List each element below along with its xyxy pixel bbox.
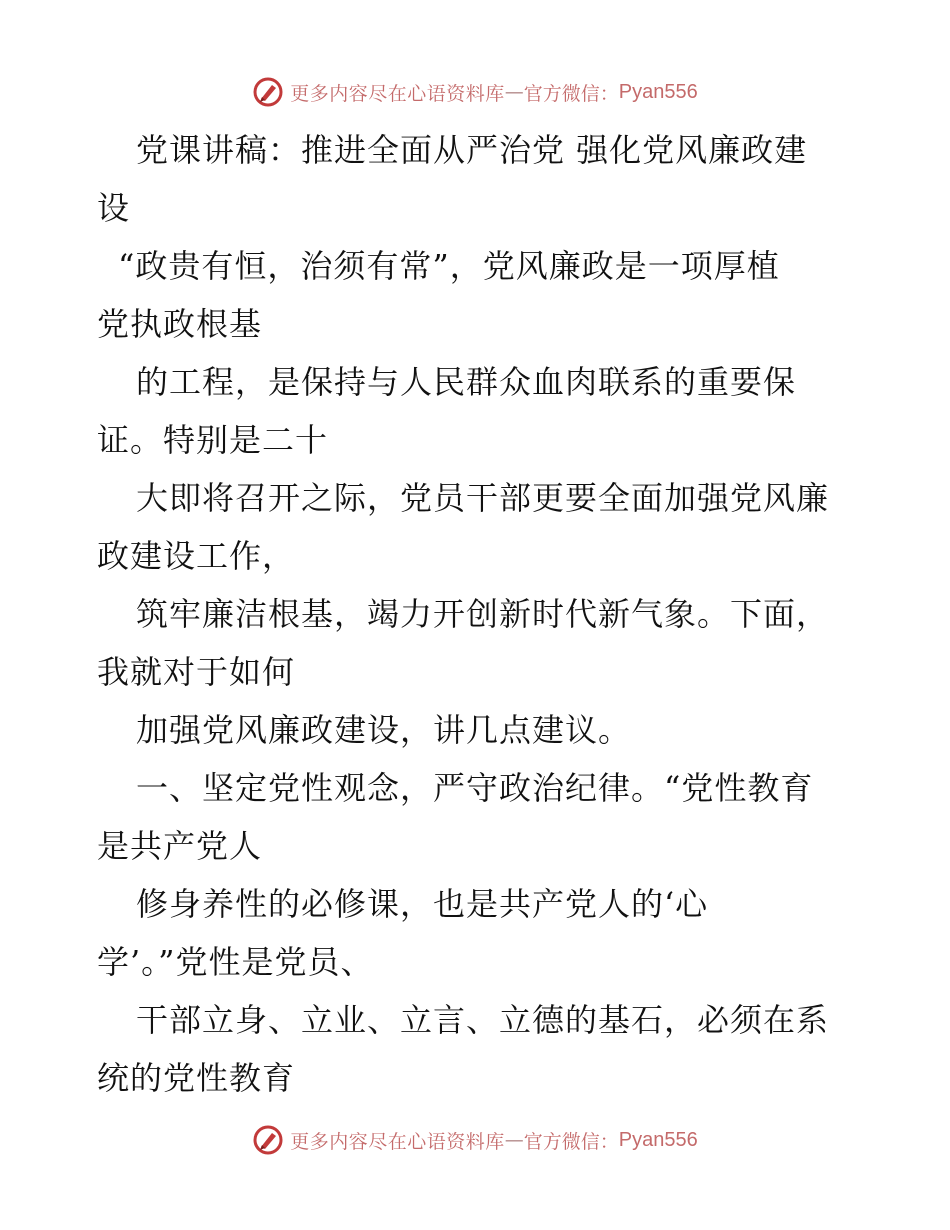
footer-watermark xyxy=(0,1120,950,1160)
doc-line: “政贵有恒，治须有常”，党风廉政是一项厚植 xyxy=(118,247,780,285)
watermark-separator: — xyxy=(504,1129,524,1151)
doc-line: 大即将召开之际，党员干部更要全面加强党风廉 xyxy=(136,479,830,517)
watermark-wechat-label: 官方微信： xyxy=(523,82,619,105)
doc-section-heading-line: 一、坚定党性观念，严守政治纪律。“党性教育 xyxy=(136,769,814,807)
doc-line: 筑牢廉洁根基，竭力开创新时代新气象。下面， xyxy=(136,595,830,633)
pen-logo-icon xyxy=(252,76,284,108)
doc-line: 是共产党人 xyxy=(97,827,263,865)
doc-line: 学’。”党性是党员、 xyxy=(97,943,374,981)
doc-line: 党执政根基 xyxy=(97,305,263,343)
doc-line: 干部立身、立业、立言、立德的基石，必须在系 xyxy=(136,1001,830,1039)
watermark-separator: — xyxy=(504,81,524,103)
watermark-wechat-id: Pyan556 xyxy=(618,1128,698,1151)
doc-line: 证。特别是二十 xyxy=(97,421,329,459)
doc-line: 修身养性的必修课，也是共产党人的‘心 xyxy=(136,885,709,923)
doc-line: 我就对于如何 xyxy=(97,653,296,691)
watermark-brand-text: 更多内容尽在心语资料库 xyxy=(290,82,505,105)
doc-line: 统的党性教育 xyxy=(97,1059,296,1097)
doc-title-line: 党课讲稿：推进全面从严治党 强化党风廉政建 xyxy=(136,131,808,169)
watermark-wechat-label: 官方微信： xyxy=(523,1130,619,1153)
doc-line: 加强党风廉政建设，讲几点建议。 xyxy=(136,711,632,749)
doc-line: 的工程，是保持与人民群众血肉联系的重要保 xyxy=(136,363,797,401)
watermark-wechat-id: Pyan556 xyxy=(618,80,698,103)
header-watermark xyxy=(0,72,950,112)
watermark-brand-text: 更多内容尽在心语资料库 xyxy=(290,1130,505,1153)
pen-logo-icon xyxy=(252,1124,284,1156)
doc-line: 设 xyxy=(97,189,131,227)
doc-line: 政建设工作， xyxy=(97,537,296,575)
